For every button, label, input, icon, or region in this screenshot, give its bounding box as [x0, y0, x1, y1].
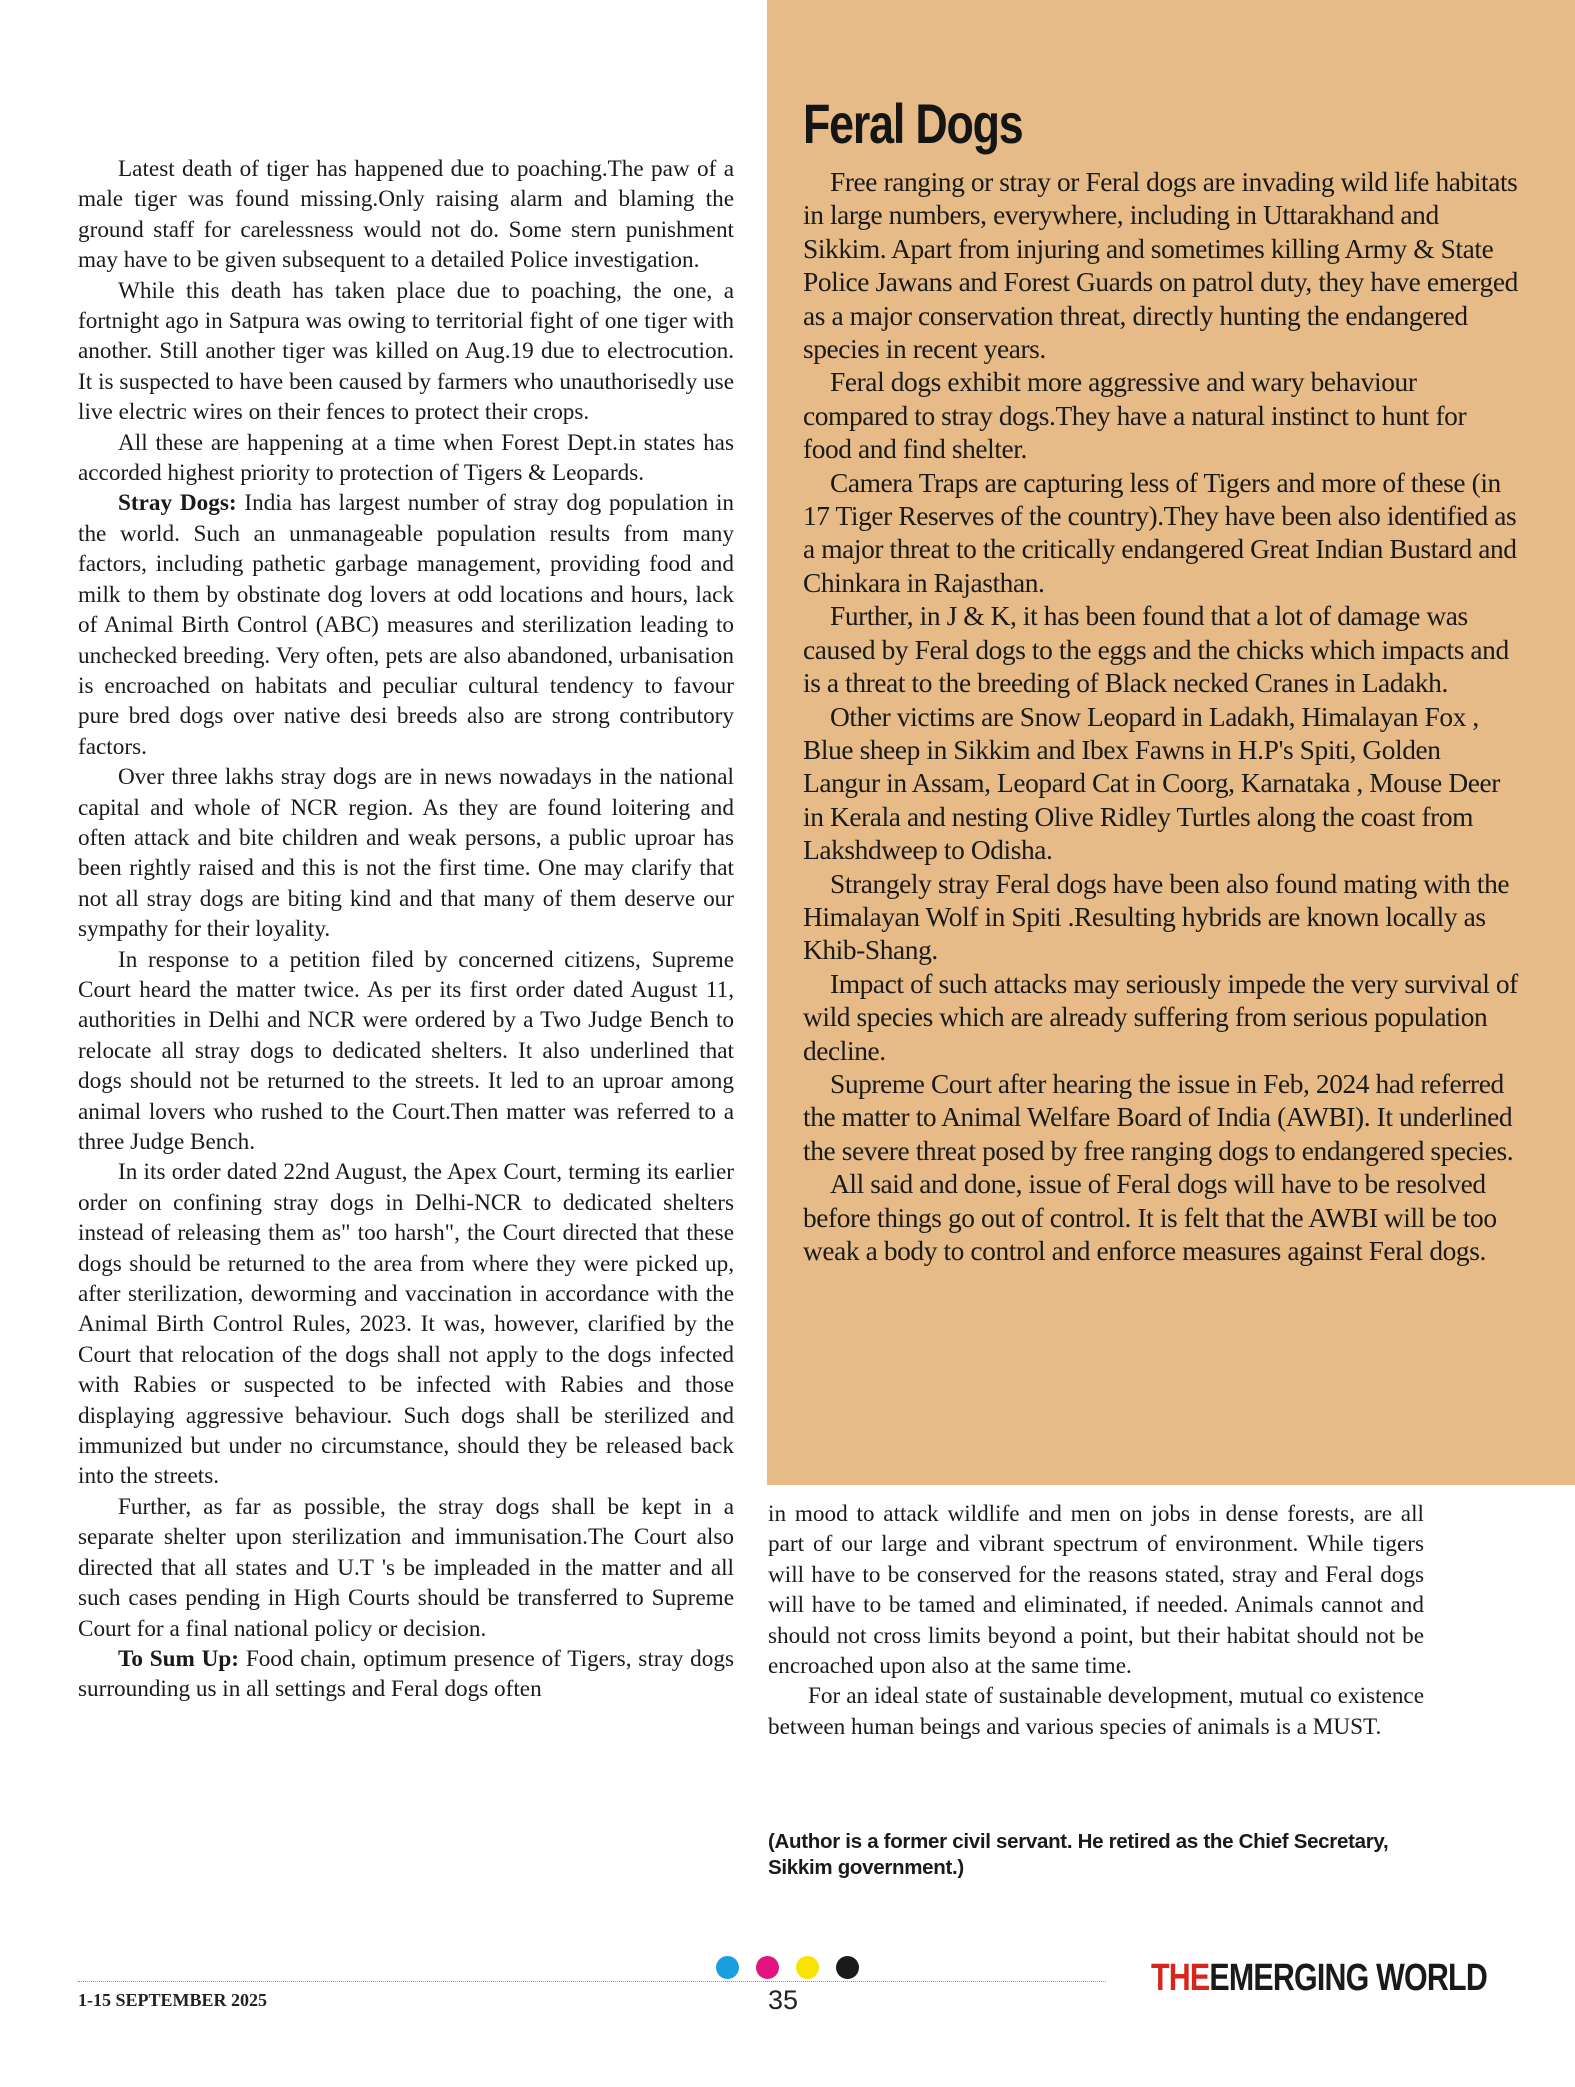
- registration-marks: [716, 1956, 860, 1980]
- paragraph-stray-dogs: [78, 488, 734, 762]
- black-registration-dot: [836, 1956, 859, 1979]
- paragraph-text: India has largest number of stray dog population in the world. Such an unmanageable population results from many factors, including pathetic garbage management, providing food and milk to them by obstinate dog lovers at odd locations and hours, lack of Animal Birth Control (ABC) measures and sterilization leading to unchecked breeding. Very often, pets are also abandoned, urbanisation is encroached on habitats and peculiar cultural tendency to favour pure bred dogs over native desi breeds also are strong contributory factors.: [78, 490, 734, 760]
- section-heading-stray-dogs: Stray Dogs:: [118, 490, 237, 517]
- sidebar-title: Feral Dogs: [803, 92, 1023, 155]
- section-heading-to-sum-up: To Sum Up:: [118, 1645, 240, 1672]
- author-note: (Author is a former civil servant. He retired as the Chief Secretary, Sikkim government.): [768, 1830, 1389, 1879]
- page-number: 35: [768, 1985, 799, 2015]
- cyan-registration-dot: [716, 1956, 739, 1979]
- paragraph: For an ideal state of sustainable development, mutual co existence between human beings and various species of animals is a MUST.: [768, 1683, 1424, 1740]
- paragraph: All these are happening at a time when Forest Dept.in states has accorded highest priority to protection of Tigers & Leopards.: [78, 429, 734, 487]
- publication-logo: [1151, 1956, 1487, 2000]
- logo-the: THE: [1151, 1957, 1210, 1999]
- sidebar-paragraph: All said and done, issue of Feral dogs will have to be resolved before things go out of control. It is felt that the AWBI will be too weak a body to control and enforce measures against Feral dogs.: [803, 1169, 1497, 1266]
- right-article-column: [768, 1499, 1424, 1742]
- yellow-registration-dot: [796, 1956, 819, 1979]
- sidebar-body: [803, 166, 1519, 1268]
- sidebar-paragraph: Free ranging or stray or Feral dogs are invading wild life habitats in large numbers, everywhere, including in Uttarakhand and Sikkim. Apart from injuring and sometimes killing Army & State Police Jawans and Forest Guards on patrol duty, they have emerged as a major conservation threat, directly hunting the endangered species in recent years.: [803, 167, 1518, 365]
- paragraph-text: Food chain, optimum presence of Tigers, stray dogs surrounding us in all settings and Feral dogs often: [78, 1645, 734, 1703]
- logo-name: EMERGING WORLD: [1209, 1957, 1487, 1999]
- magenta-registration-dot: [756, 1956, 779, 1979]
- sidebar-paragraph: Camera Traps are capturing less of Tigers and more of these (in 17 Tiger Reserves of the country).They have been also identified as a major threat to the critically endangered Great Indian Bustard and Chinkara in Rajasthan.: [803, 467, 1517, 598]
- sidebar-paragraph: Impact of such attacks may seriously impede the very survival of wild species which are already suffering from serious population decline.: [803, 968, 1518, 1066]
- paragraph: Latest death of tiger has happened due to poaching.The paw of a male tiger was found missing.Only raising alarm and blaming the ground staff for carelessness would not do. Some stern punishment may have to be given subsequent to a detailed Police investigation.: [78, 156, 734, 274]
- paragraph-to-sum-up: [78, 1644, 734, 1705]
- paragraph: In its order dated 22nd August, the Apex Court, terming its earlier order on confining stray dogs in Delhi-NCR to dedicated shelters instead of releasing them as" too harsh", the Court directed that these dogs should be returned to the area from where they were picked up, after sterilization, deworming and vaccination in accordance with the Animal Birth Control Rules, 2023. It was, however, clarified by the Court that relocation of the dogs shall not apply to the dogs infected with Rabies or suspected to be infected with Rabies and those displaying aggressive behaviour. Such dogs shall be sterilized and immunized but under no circumstance, should they be released back into the streets.: [78, 1159, 734, 1490]
- sidebar-paragraph: Further, in J & K, it has been found that a lot of damage was caused by Feral dogs to the eggs and the chicks which impacts and is a threat to the breeding of Black necked Cranes in Ladakh.: [803, 601, 1509, 699]
- footer-divider: [78, 1981, 1106, 1982]
- issue-date: 1-15 SEPTEMBER 2025: [78, 1990, 268, 2010]
- paragraph: Over three lakhs stray dogs are in news nowadays in the national capital and whole of NCR region. As they are found loitering and often attack and bite children and weak persons, a public uproar has been rightly raised and this is not the first time. One may clarify that not all stray dogs are biting kind and that many of them deserve our sympathy for their loyality.: [78, 764, 734, 943]
- paragraph: Further, as far as possible, the stray dogs shall be kept in a separate shelter upon sterilization and immunisation.The Court also directed that all states and U.T 's be impleaded in the matter and all such cases pending in High Courts should be transferred to Supreme Court for a final national policy or decision.: [78, 1493, 734, 1642]
- sidebar-paragraph: Feral dogs exhibit more aggressive and wary behaviour compared to stray dogs.They have a natural instinct to hunt for food and find shelter.: [803, 367, 1467, 465]
- paragraph: In response to a petition filed by concerned citizens, Supreme Court heard the matter twice. As per its first order dated August 11, authorities in Delhi and NCR were ordered by a Two Judge Bench to relocate all stray dogs to dedicated shelters. It also underlined that dogs should not be returned to the streets. It led to an uproar among animal lovers who rushed to the Court.Then matter was referred to a three Judge Bench.: [78, 946, 734, 1155]
- sidebar-paragraph: Other victims are Snow Leopard in Ladakh, Himalayan Fox , Blue sheep in Sikkim and Ibex Fawns in H.P's Spiti, Golden Langur in Assam, Leopard Cat in Coorg, Karnataka , Mouse Deer in Kerala and nesting Olive Ridley Turtles along the coast from Lakshdweep to Odisha.: [803, 701, 1500, 866]
- paragraph: in mood to attack wildlife and men on jobs in dense forests, are all part of our large and vibrant spectrum of environment. While tigers will have to be conserved for the reasons stated, stray and Feral dogs will have to be tamed and eliminated, if needed. Animals cannot and should not cross limits beyond a point, but their habitat should not be encroached upon also at the same time.: [768, 1501, 1424, 1680]
- sidebar-paragraph: Strangely stray Feral dogs have been also found mating with the Himalayan Wolf in Spiti .Resulting hybrids are known locally as Khib-Shang.: [803, 868, 1510, 966]
- sidebar-paragraph: Supreme Court after hearing the issue in Feb, 2024 had referred the matter to Animal Welfare Board of India (AWBI). It underlined the severe threat posed by free ranging dogs to endangered species.: [803, 1068, 1514, 1166]
- left-article-column: [78, 154, 734, 1705]
- paragraph: While this death has taken place due to poaching, the one, a fortnight ago in Satpura was owing to territorial fight of one tiger with another. Still another tiger was killed on Aug.19 due to electrocution. It is suspected to have been caused by farmers who unauthorisedly use live electric wires on their fences to protect their crops.: [78, 277, 734, 426]
